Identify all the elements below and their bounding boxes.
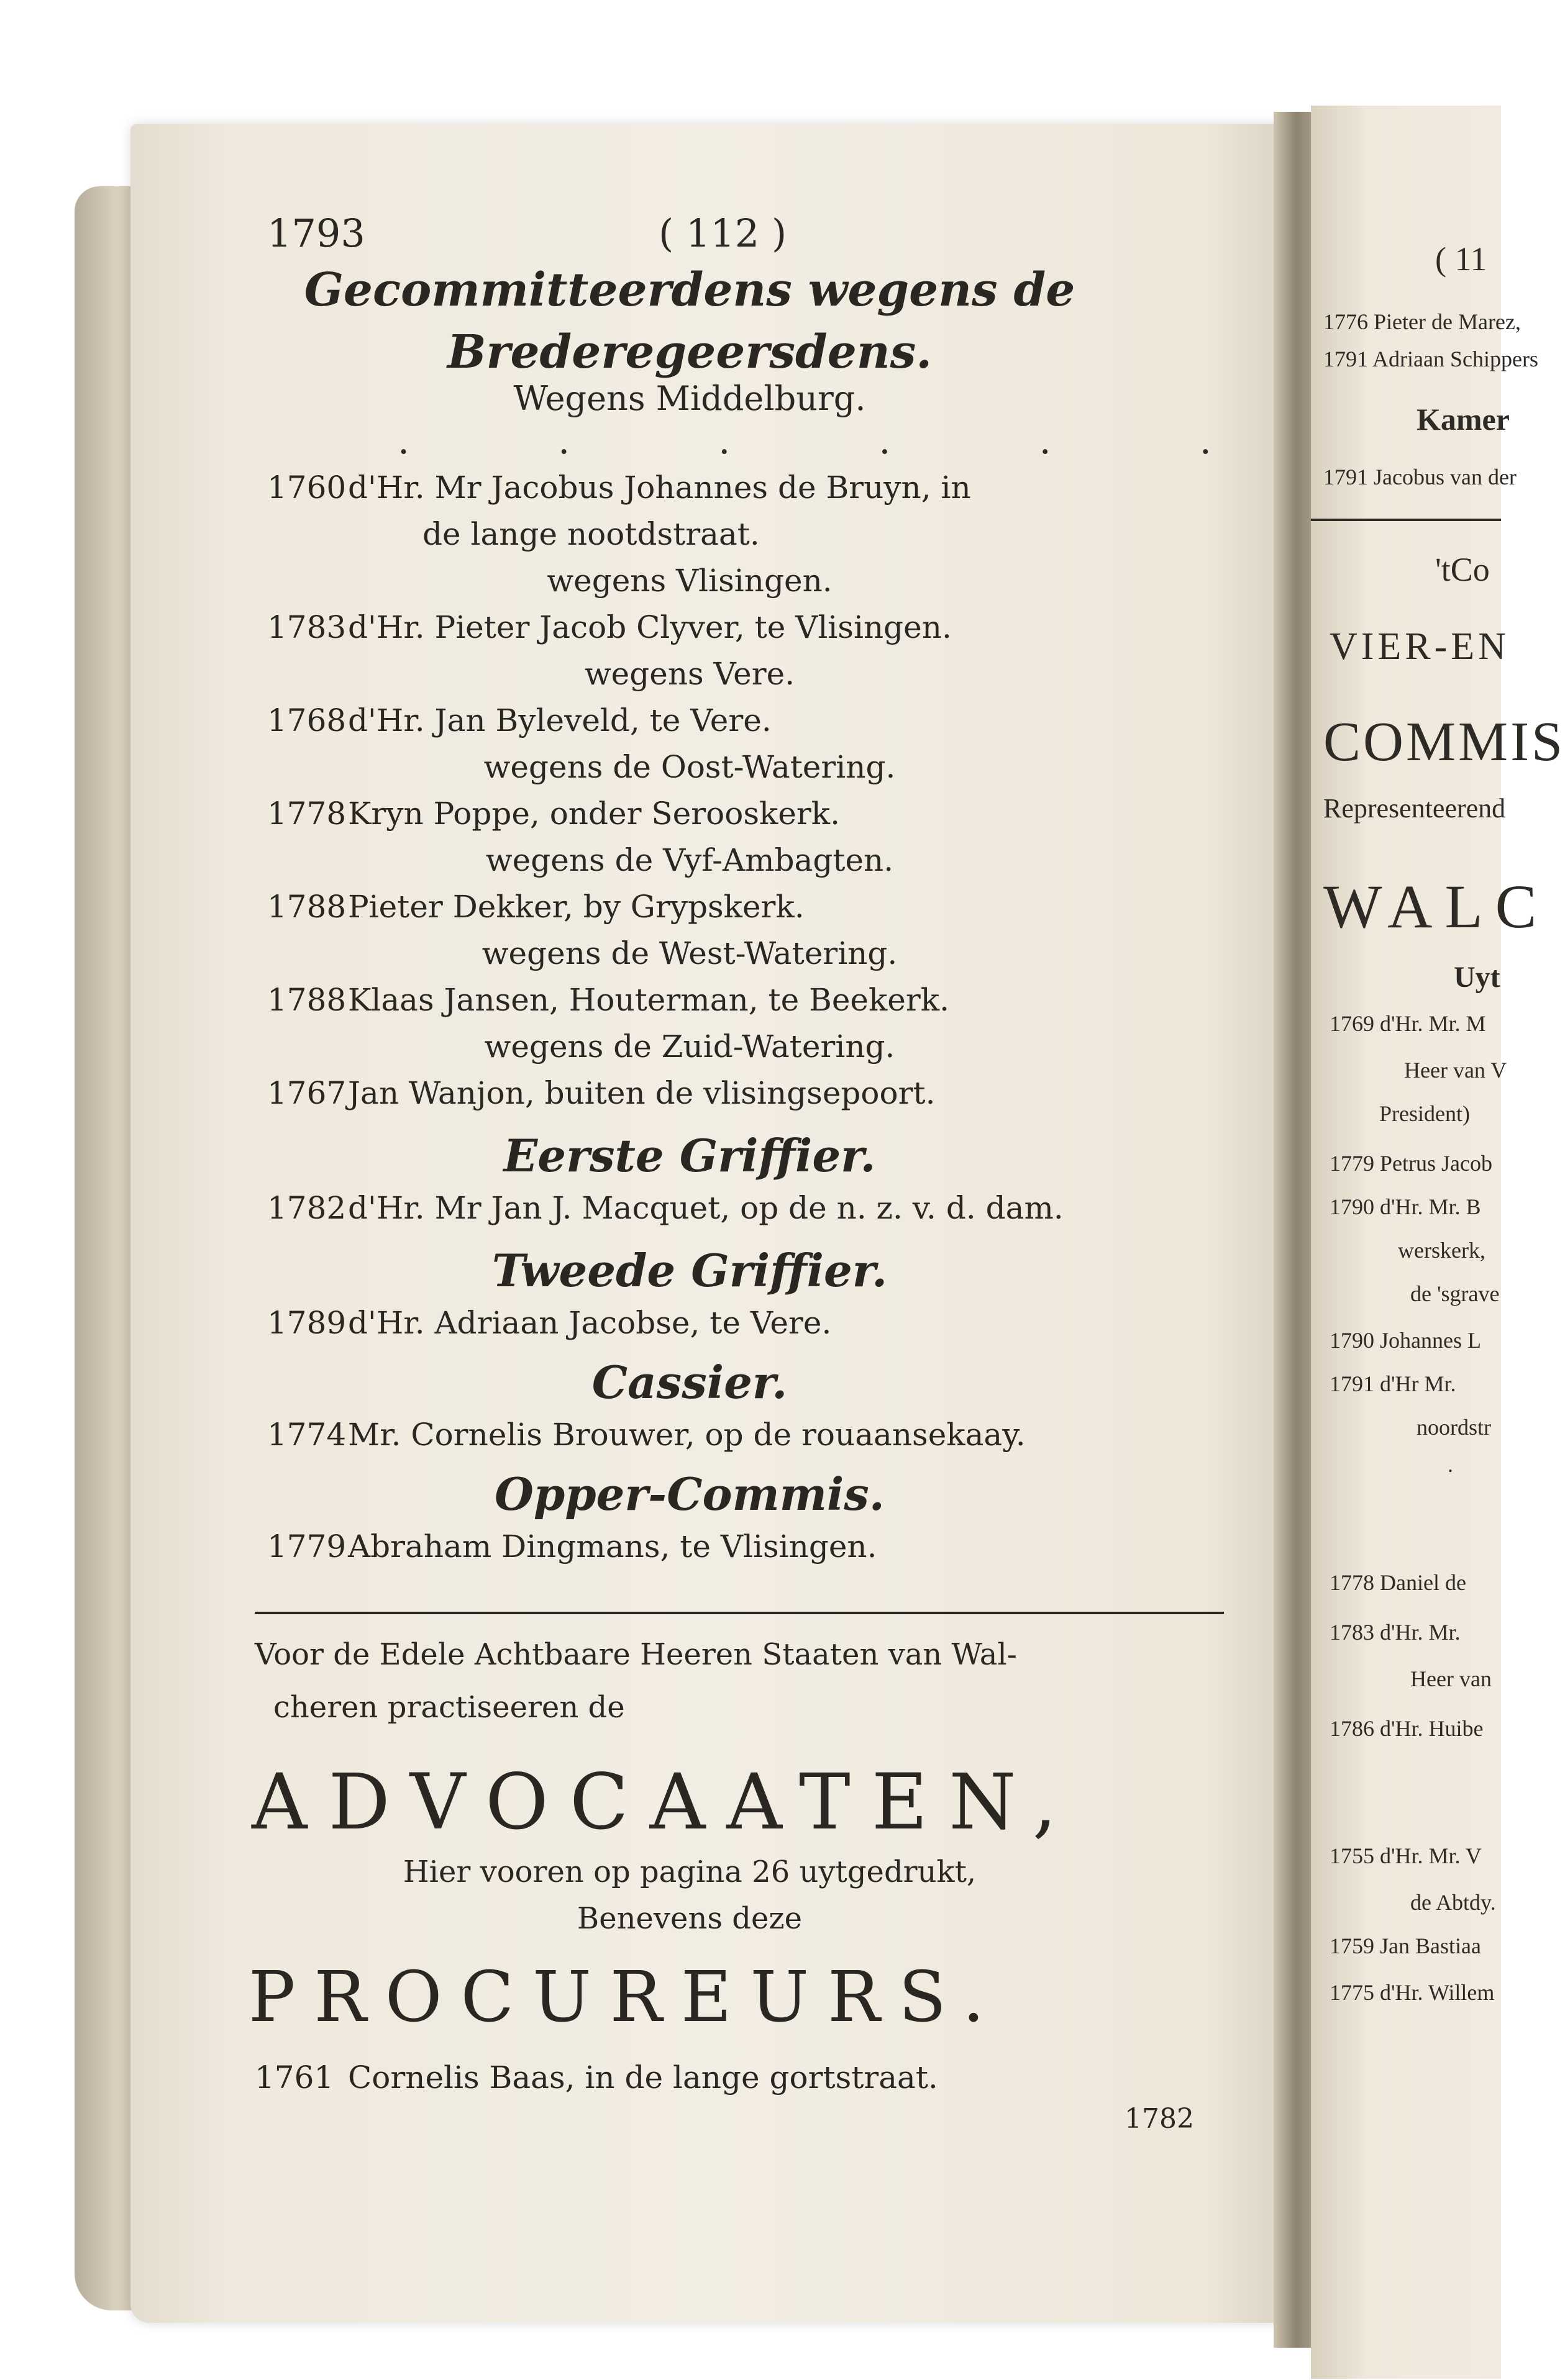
right-line: Heer van — [1410, 1666, 1492, 1691]
entry-text: Cornelis Baas, in de lange gortstraat. — [348, 2060, 938, 2096]
title-line-1: Gecommitteerdens wegens de — [304, 263, 1075, 317]
entry-year: 1783 — [267, 609, 347, 645]
heading-opper-commis: Opper-Commis. — [495, 1468, 885, 1520]
right-line: 1769 d'Hr. Mr. M — [1330, 1011, 1486, 1036]
section-heading: wegens de Zuid-Watering. — [484, 1029, 895, 1065]
right-line: 1755 d'Hr. Mr. V — [1330, 1843, 1482, 1868]
right-line: 1779 Petrus Jacob — [1330, 1151, 1492, 1176]
heading-eerste-griffier: Eerste Griffier. — [503, 1129, 876, 1182]
right-line: . — [1448, 1452, 1453, 1477]
entry-text: Mr. Cornelis Brouwer, op de rouaansekaay. — [348, 1417, 1026, 1453]
entry-year: 1779 — [267, 1528, 347, 1565]
right-heading: WALC — [1323, 872, 1549, 941]
section-middelburg: Wegens Middelburg. — [513, 379, 866, 418]
right-line: de 'sgrave — [1410, 1281, 1500, 1306]
entry-text: d'Hr. Jan Byleveld, te Vere. — [348, 702, 772, 738]
entry-year: 1788 — [267, 982, 347, 1018]
entry-year: 1789 — [267, 1305, 347, 1341]
right-heading: COMMIS — [1323, 711, 1565, 773]
entry-text: d'Hr. Mr Jacobus Johannes de Bruyn, in — [348, 470, 971, 506]
right-line: 1786 d'Hr. Huibe — [1330, 1716, 1484, 1741]
section-heading: wegens de Oost-Watering. — [483, 749, 896, 785]
right-line: 1790 d'Hr. Mr. B — [1330, 1194, 1481, 1219]
right-line: 1776 Pieter de Marez, — [1323, 309, 1521, 334]
page-number: ( 112 ) — [659, 211, 787, 256]
heading-tweede-griffier: Tweede Griffier. — [491, 1244, 888, 1297]
right-line: 1778 Daniel de — [1330, 1570, 1466, 1595]
entry-text: Abraham Dingmans, te Vlisingen. — [348, 1528, 877, 1565]
entry-year: 1761 — [255, 2060, 334, 2096]
title-line-2: Brederegeersdens. — [447, 325, 933, 379]
right-heading: Kamer — [1417, 402, 1510, 437]
benevens-line: Benevens deze — [577, 1901, 803, 1936]
right-line: noordstr — [1417, 1415, 1491, 1440]
section-rule — [255, 1612, 1224, 1614]
right-line: 1791 Adriaan Schippers — [1323, 347, 1538, 371]
hier-line: Hier vooren op pagina 26 uytgedrukt, — [403, 1855, 977, 1889]
section-heading: wegens Vere. — [584, 656, 795, 692]
entry-year: 1760 — [267, 470, 347, 506]
section-heading: wegens de West-Watering. — [481, 935, 898, 971]
entry-text: d'Hr. Adriaan Jacobse, te Vere. — [348, 1305, 832, 1341]
entry-year: 1782 — [267, 1190, 347, 1226]
entry-text: Klaas Jansen, Houterman, te Beekerk. — [348, 982, 949, 1018]
voor-line-2: cheren practiseeren de — [273, 1690, 625, 1725]
heading-advocaaten: ADVOCAATEN, — [252, 1758, 1079, 1847]
entry-text: de lange nootdstraat. — [422, 516, 760, 552]
catchword: 1782 — [1125, 2103, 1194, 2135]
heading-procureurs: PROCUREURS. — [249, 1957, 1003, 2038]
right-heading: VIER-EN — [1330, 625, 1510, 668]
entry-year: 1788 — [267, 889, 347, 925]
right-line: werskerk, — [1398, 1238, 1485, 1263]
right-line: 'tCo — [1435, 551, 1490, 588]
entry-year: 1774 — [267, 1417, 347, 1453]
right-line: 1791 d'Hr Mr. — [1330, 1371, 1456, 1396]
omission-dots: . . . . . . — [398, 419, 1280, 463]
right-line: Representeerend — [1323, 793, 1506, 824]
entry-text: Jan Wanjon, buiten de vlisingsepoort. — [348, 1075, 936, 1111]
section-heading: wegens de Vyf-Ambagten. — [485, 842, 894, 878]
entry-year: 1767 — [267, 1075, 347, 1111]
section-heading: wegens Vlisingen. — [547, 563, 833, 599]
entry-text: Kryn Poppe, onder Serooskerk. — [348, 796, 840, 832]
entry-text: d'Hr. Mr Jan J. Macquet, op de n. z. v. d. dam. — [348, 1190, 1064, 1226]
heading-cassier: Cassier. — [591, 1356, 788, 1409]
right-line: 1775 d'Hr. Willem — [1330, 1980, 1495, 2005]
entry-year: 1768 — [267, 702, 347, 738]
right-line: President) — [1379, 1101, 1470, 1126]
right-page — [1311, 106, 1565, 2379]
right-line: 1759 Jan Bastiaa — [1330, 1933, 1481, 1958]
right-heading: Uyt — [1454, 961, 1500, 994]
header-year: 1793 — [267, 211, 365, 256]
entry-text: Pieter Dekker, by Grypskerk. — [348, 889, 805, 925]
entry-year: 1778 — [267, 796, 347, 832]
entry-text: d'Hr. Pieter Jacob Clyver, te Vlisingen. — [348, 609, 952, 645]
right-line: 1791 Jacobus van der — [1323, 465, 1517, 489]
right-page-number: ( 11 — [1435, 240, 1487, 278]
right-line: Heer van V — [1404, 1058, 1507, 1083]
voor-line-1: Voor de Edele Achtbaare Heeren Staaten van Wal- — [255, 1637, 1017, 1672]
right-line: de Abtdy. — [1410, 1890, 1496, 1915]
right-rule — [1311, 519, 1501, 521]
right-line: 1783 d'Hr. Mr. — [1330, 1620, 1461, 1645]
right-line: 1790 Johannes L — [1330, 1328, 1481, 1353]
